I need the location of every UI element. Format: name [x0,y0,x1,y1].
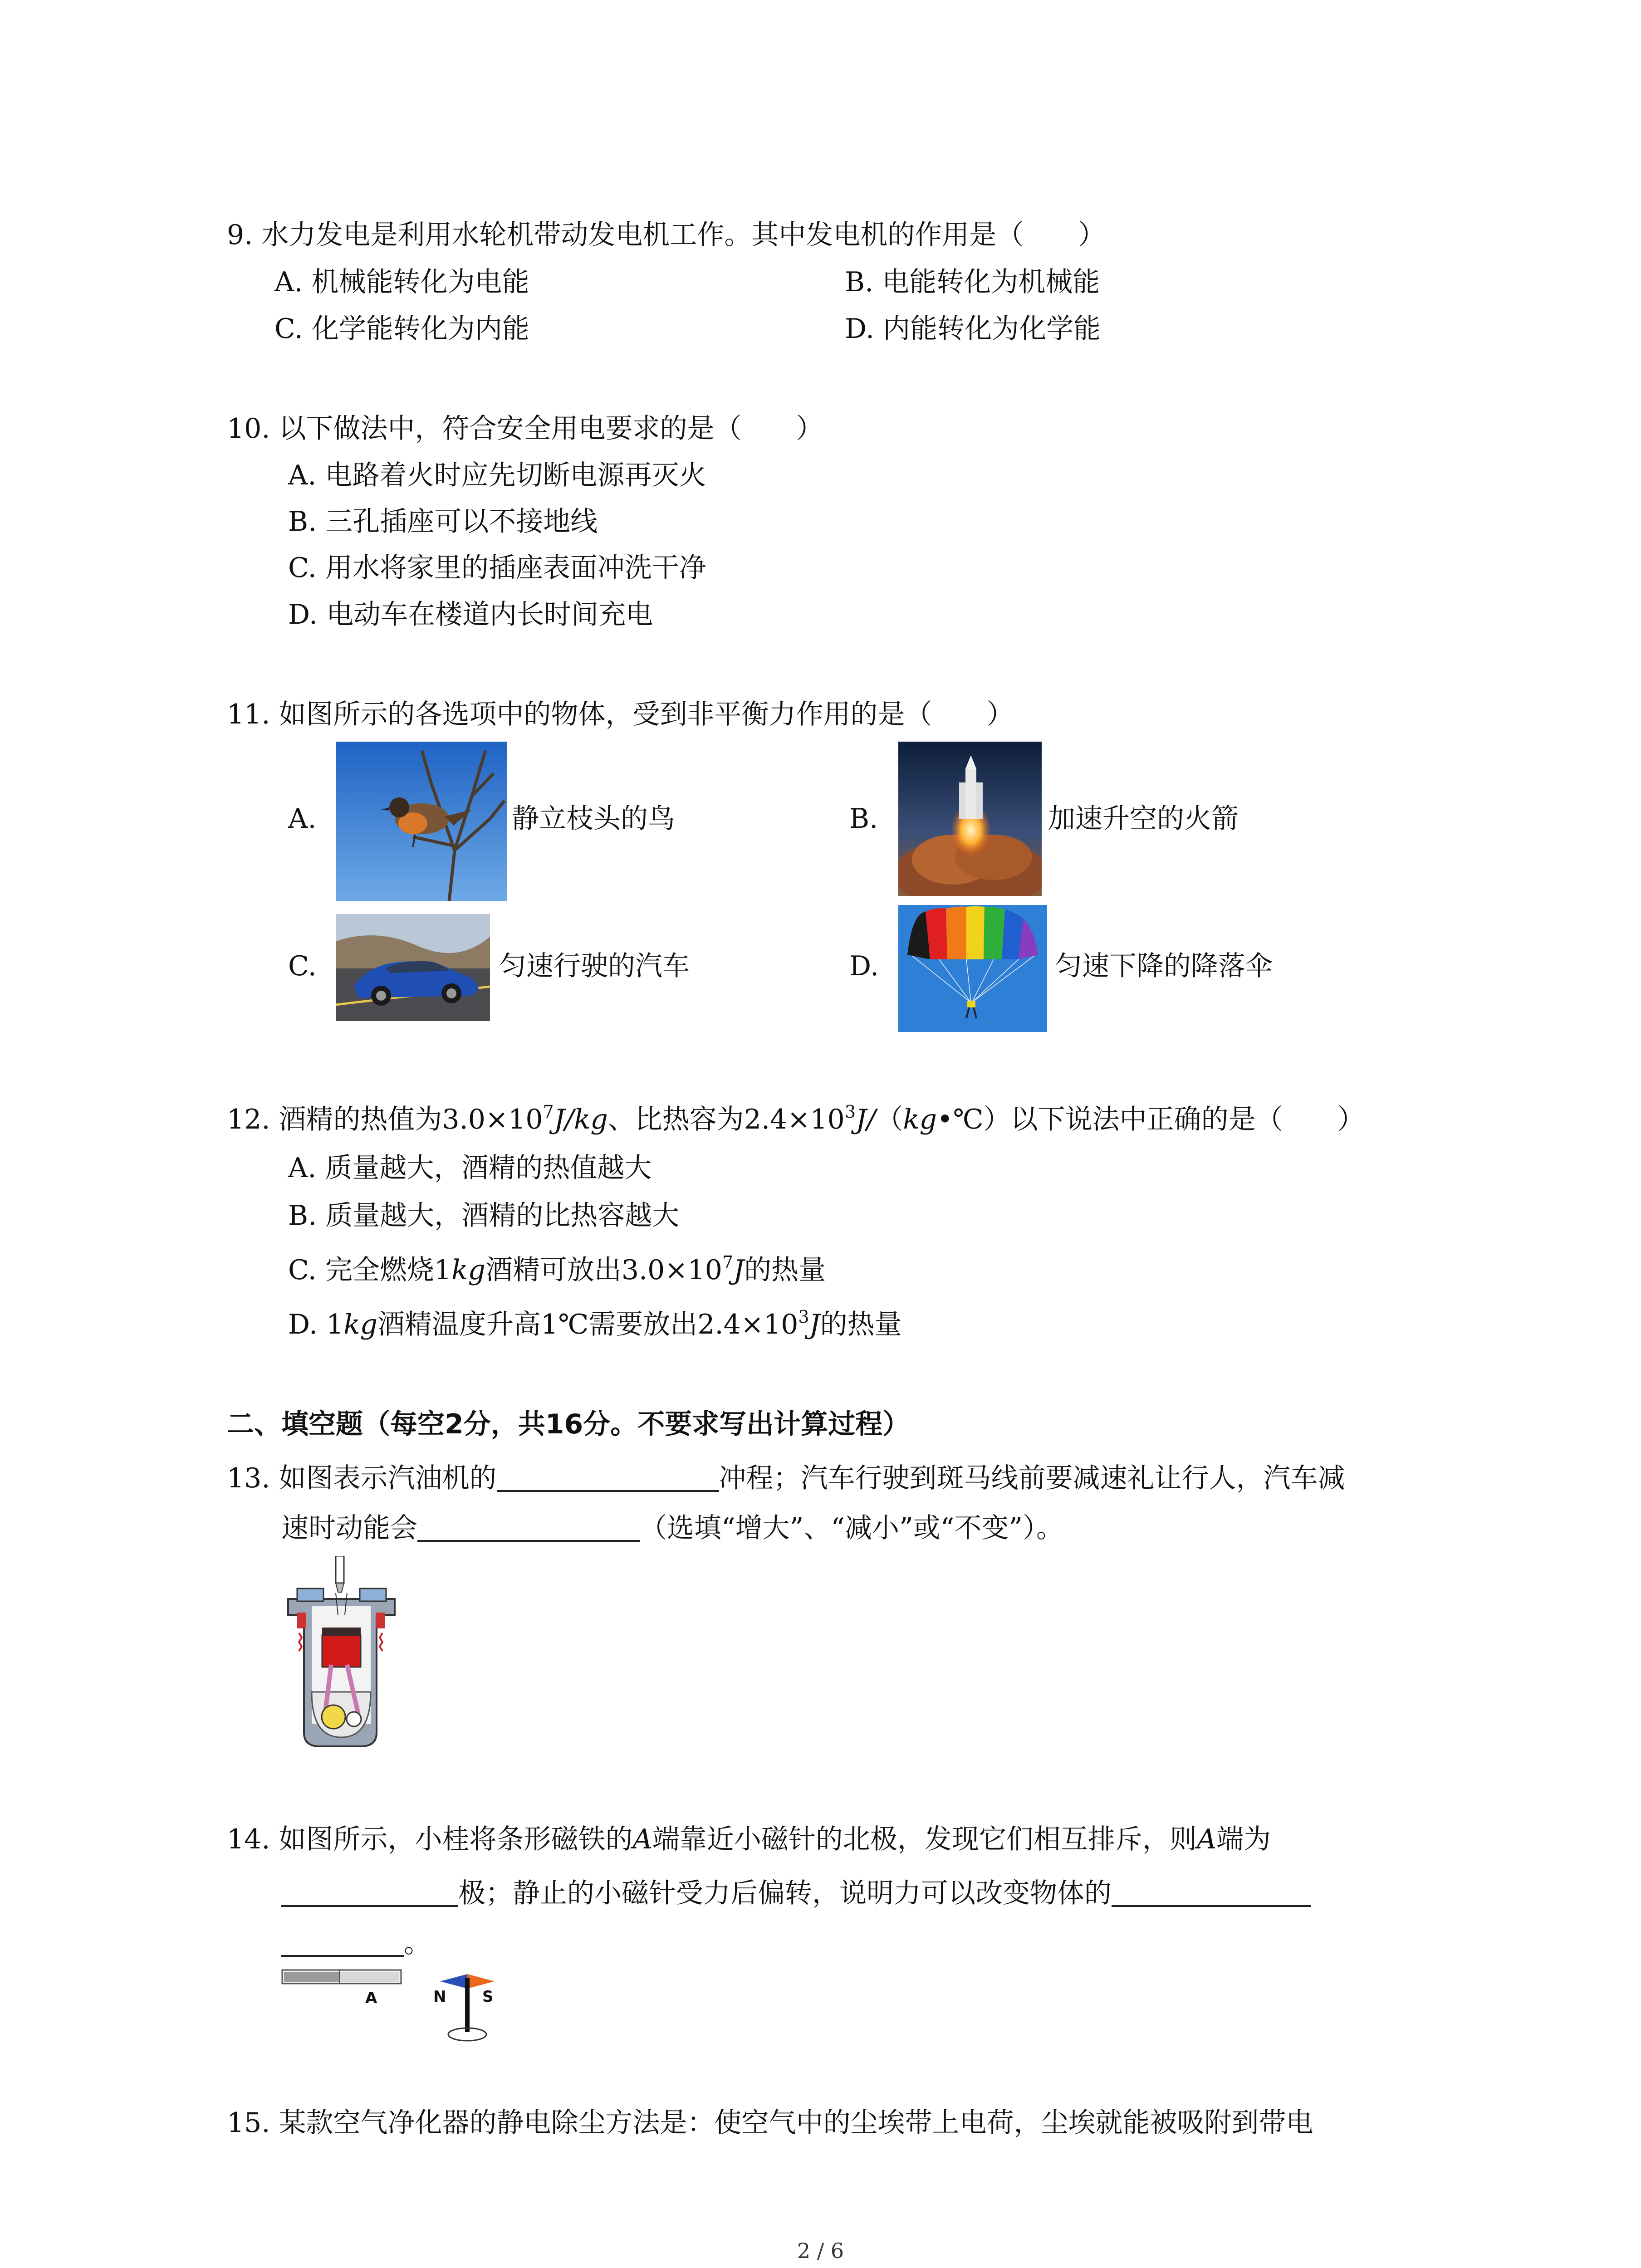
q14-line2-mid: 极；静止的小磁针受力后偏转，说明力可以改变物体的 [458,1877,1112,1909]
q11-letter-a: A. [288,803,317,835]
q12-c-unit: kg [451,1254,485,1286]
blue-car-image [336,914,490,1021]
q14-line3 [281,1928,431,1957]
section-title: 二、填空题（每空2分，共16分。不要求写出计算过程） [227,1408,910,1440]
q13-line2 [281,1513,1063,1542]
engine-diagram [279,1556,404,1751]
q11-text-a: 静立枝头的鸟 [512,803,675,835]
q12-c-mid: 酒精可放出3.0×10 [485,1254,722,1286]
q14-line1-mid: 端靠近小磁针的北极，发现它们相互排斥，则 [652,1823,1197,1855]
q12-stem-exp1: 7 [543,1102,554,1122]
q12-stem [227,1102,1365,1135]
q14-line1-post: 端为 [1216,1823,1271,1855]
q10-option-c: C. 用水将家里的插座表面冲洗干净 [288,552,706,584]
q10-option-d: D. 电动车在楼道内长时间充电 [288,599,653,631]
q14-line1-a: A [632,1823,652,1855]
q11-letter-d: D. [849,950,879,982]
compass-needle-diagram [431,1969,504,2046]
q13-line1-post: 冲程；汽车行驶到斑马线前要减速礼让行人，汽车减 [719,1462,1345,1494]
q12-d-mid: 酒精温度升高1℃需要放出2.4×10 [377,1309,798,1340]
q12-option-b: B. 质量越大，酒精的比热容越大 [288,1200,680,1232]
q11-letter-c: C. [288,950,317,982]
q14-blank-1[interactable] [281,1878,458,1907]
q12-stem-mid: 、比热容为2.4×10 [607,1104,845,1135]
q13-line1-pre: 13. 如图表示汽油机的 [227,1462,497,1494]
q9-option-b: B. 电能转化为机械能 [845,266,1100,298]
needle-south-label: S [482,1988,494,2006]
q15-line1: 15. 某款空气净化器的静电除尘方法是：使空气中的尘埃带上电荷，尘埃就能被吸附到带电 [227,2107,1313,2139]
q13-line2-post: （选填“增大”、“减小”或“不变”）。 [640,1512,1064,1544]
q13-blank-1[interactable] [497,1463,719,1492]
q14-line1-a2: A [1196,1823,1217,1855]
q14-blank-2-continued[interactable] [281,1928,404,1957]
q9-option-a: A. 机械能转化为电能 [274,266,529,298]
q10-option-a: A. 电路着火时应先切断电源再灭火 [288,459,706,491]
q14-blank-2[interactable] [1112,1878,1311,1907]
q12-stem-pre: 12. 酒精的热值为3.0×10 [227,1104,543,1135]
q9-stem: 9. 水力发电是利用水轮机带动发电机工作。其中发电机的作用是（ ） [227,219,1106,251]
q12-d-exp: 3 [798,1307,809,1327]
q12-stem-post: •℃）以下说法中正确的是（ ） [937,1104,1365,1135]
q12-c-exp: 7 [722,1252,734,1272]
q11-stem: 11. 如图所示的各选项中的物体，受到非平衡力作用的是（ ） [227,699,1014,730]
q12-c-unit2: J [733,1254,745,1286]
q14-line2 [281,1878,1311,1907]
q12-option-d [288,1307,902,1340]
q14-line3-end: 。 [404,1927,431,1959]
page-number: 2 / 6 [797,2239,844,2263]
q12-c-post: 的热量 [744,1254,826,1286]
q12-stem-unit2: J/ [856,1104,876,1135]
bar-magnet-diagram [281,1966,404,2012]
q14-line1-pre: 14. 如图所示，小桂将条形磁铁的 [227,1823,633,1855]
q12-stem-unit3: kg [903,1104,937,1135]
q12-d-pre: D. 1 [288,1309,344,1340]
q10-option-b: B. 三孔插座可以不接地线 [288,506,598,538]
q11-text-b: 加速升空的火箭 [1048,803,1239,835]
q12-d-unit2: J [809,1309,820,1340]
q9-option-d: D. 内能转化为化学能 [845,313,1101,345]
q12-d-unit: kg [343,1309,378,1340]
q12-option-a: A. 质量越大，酒精的热值越大 [288,1152,652,1184]
q12-d-post: 的热量 [820,1309,902,1340]
q12-stem-paren: （ [876,1104,903,1135]
q11-text-d: 匀速下降的降落伞 [1055,950,1273,982]
q10-stem: 10. 以下做法中，符合安全用电要求的是（ ） [227,413,823,445]
q12-c-pre: C. 完全燃烧1 [288,1254,452,1286]
rocket-launch-image [898,742,1042,896]
q14-line1 [227,1823,1271,1855]
needle-north-label: N [433,1988,446,2006]
q13-line2-pre: 速时动能会 [281,1512,417,1544]
bird-on-branch-image [336,742,507,901]
q12-stem-unit1: J/kg [554,1104,608,1135]
q13-line1 [227,1463,1345,1492]
q13-blank-2[interactable] [417,1513,640,1542]
q12-option-c [288,1252,826,1286]
q11-text-c: 匀速行驶的汽车 [499,950,690,982]
q9-option-c: C. 化学能转化为内能 [274,313,529,345]
parachute-image [898,905,1047,1032]
magnet-end-label: A [365,1989,377,2007]
q11-letter-b: B. [849,803,878,835]
q12-stem-exp2: 3 [844,1102,856,1122]
